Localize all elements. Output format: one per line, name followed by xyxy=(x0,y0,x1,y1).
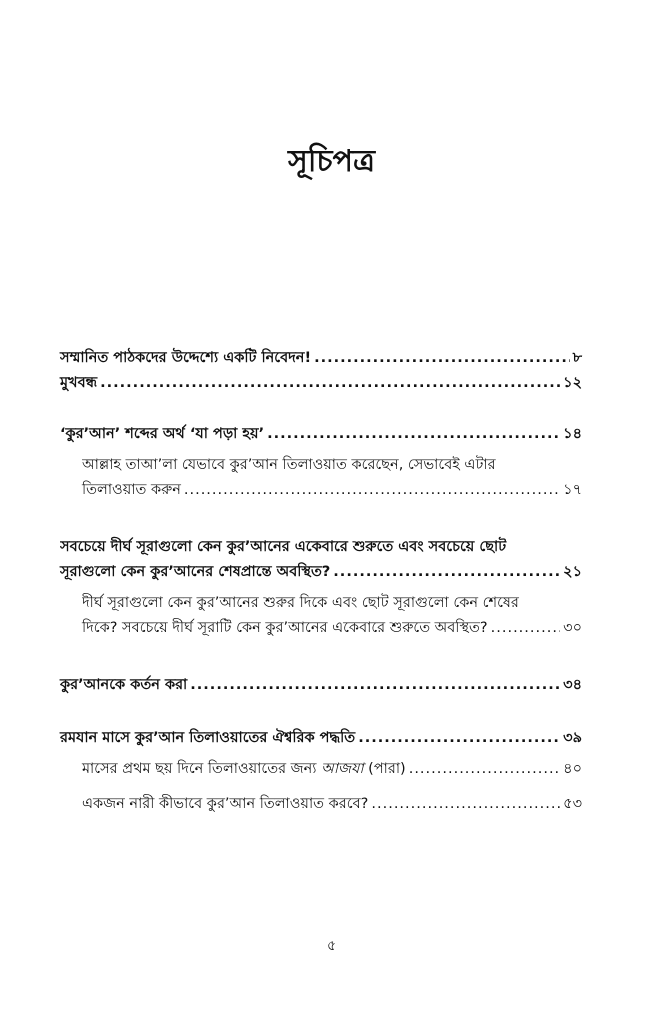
toc-page-number: ৮ xyxy=(572,350,582,366)
toc-page-number: ৩০ xyxy=(563,620,582,636)
toc-page-number: ১৪ xyxy=(563,426,582,442)
toc-page-number: ১৭ xyxy=(563,482,582,498)
toc-entry-title: সূরাগুলো কেন কুর’আনের শেষপ্রান্তে অবস্থিত? xyxy=(60,564,331,580)
dot-leader xyxy=(371,792,560,817)
dot-leader xyxy=(190,673,560,698)
dot-leader xyxy=(100,371,560,396)
toc-entry-title: তিলাওয়াত করুন xyxy=(82,482,181,498)
toc-entry-title: সম্মানিত পাঠকদের উদ্দেশ্যে একটি নিবেদন! xyxy=(60,350,312,366)
toc-entry-title: মুখবন্ধ xyxy=(60,375,98,391)
dot-leader xyxy=(358,726,560,751)
table-of-contents xyxy=(60,346,582,817)
toc-entry[interactable] xyxy=(60,535,582,585)
dot-leader xyxy=(333,560,560,585)
dot-leader xyxy=(491,616,561,641)
toc-entry[interactable] xyxy=(60,726,582,751)
toc-entry-title: একজন নারী কীভাবে কুর’আন তিলাওয়াত করবে? xyxy=(82,796,369,812)
toc-entry-title-italic: আজযা xyxy=(321,761,364,777)
toc-entry-title-line: সবচেয়ে দীর্ঘ সূরাগুলো কেন কুর’আনের একেবারে শুরুতে এবং সবচেয়ে ছোট xyxy=(60,539,507,555)
toc-subentry[interactable] xyxy=(82,453,582,503)
toc-page-number: ৪০ xyxy=(563,761,582,777)
toc-entry-title-line: আল্লাহ তাআ’লা যেভাবে কুর’আন তিলাওয়াত করেছেন, সেভাবেই এটার xyxy=(82,457,496,473)
toc-subentry[interactable] xyxy=(82,757,582,782)
page-title: সূচিপত্র xyxy=(288,144,375,179)
toc-entry[interactable] xyxy=(60,422,582,447)
toc-entry-title: দিকে? সবচেয়ে দীর্ঘ সূরাটি কেন কুর’আনের একেবারে শুরুতে অবস্থিত? xyxy=(82,620,488,636)
toc-page-number: ১২ xyxy=(563,375,582,391)
toc-entry[interactable] xyxy=(60,346,582,371)
toc-entry[interactable] xyxy=(60,673,582,698)
page-number-footer: ৫ xyxy=(326,938,337,954)
toc-entry[interactable] xyxy=(60,371,582,396)
toc-entry-title-line: দীর্ঘ সূরাগুলো কেন কুর’আনের শুরুর দিকে এবং ছোট সূরাগুলো কেন শেষের xyxy=(82,595,519,611)
toc-page-number: ৩৯ xyxy=(563,730,582,746)
dot-leader xyxy=(314,346,570,371)
dot-leader xyxy=(267,422,560,447)
toc-entry-title: ‘কুর’আন’ শব্দের অর্থ ‘যা পড়া হয়’ xyxy=(60,426,265,442)
toc-subentry[interactable] xyxy=(82,792,582,817)
toc-entry-title: রমযান মাসে কুর’আন তিলাওয়াতের ঐশ্বরিক পদ্ধতি xyxy=(60,730,356,746)
dot-leader xyxy=(409,757,560,782)
dot-leader xyxy=(184,478,560,503)
toc-page-number: ২১ xyxy=(563,564,582,580)
toc-subentry[interactable] xyxy=(82,591,582,641)
toc-page-number: ৩৪ xyxy=(563,677,582,693)
toc-page-number: ৫৩ xyxy=(563,796,582,812)
toc-entry-title: কুর’আনকে কর্তন করা xyxy=(60,677,188,693)
toc-entry-title: মাসের প্রথম ছয় দিনে তিলাওয়াতের জন্য আজযা (পারা) xyxy=(82,761,406,777)
